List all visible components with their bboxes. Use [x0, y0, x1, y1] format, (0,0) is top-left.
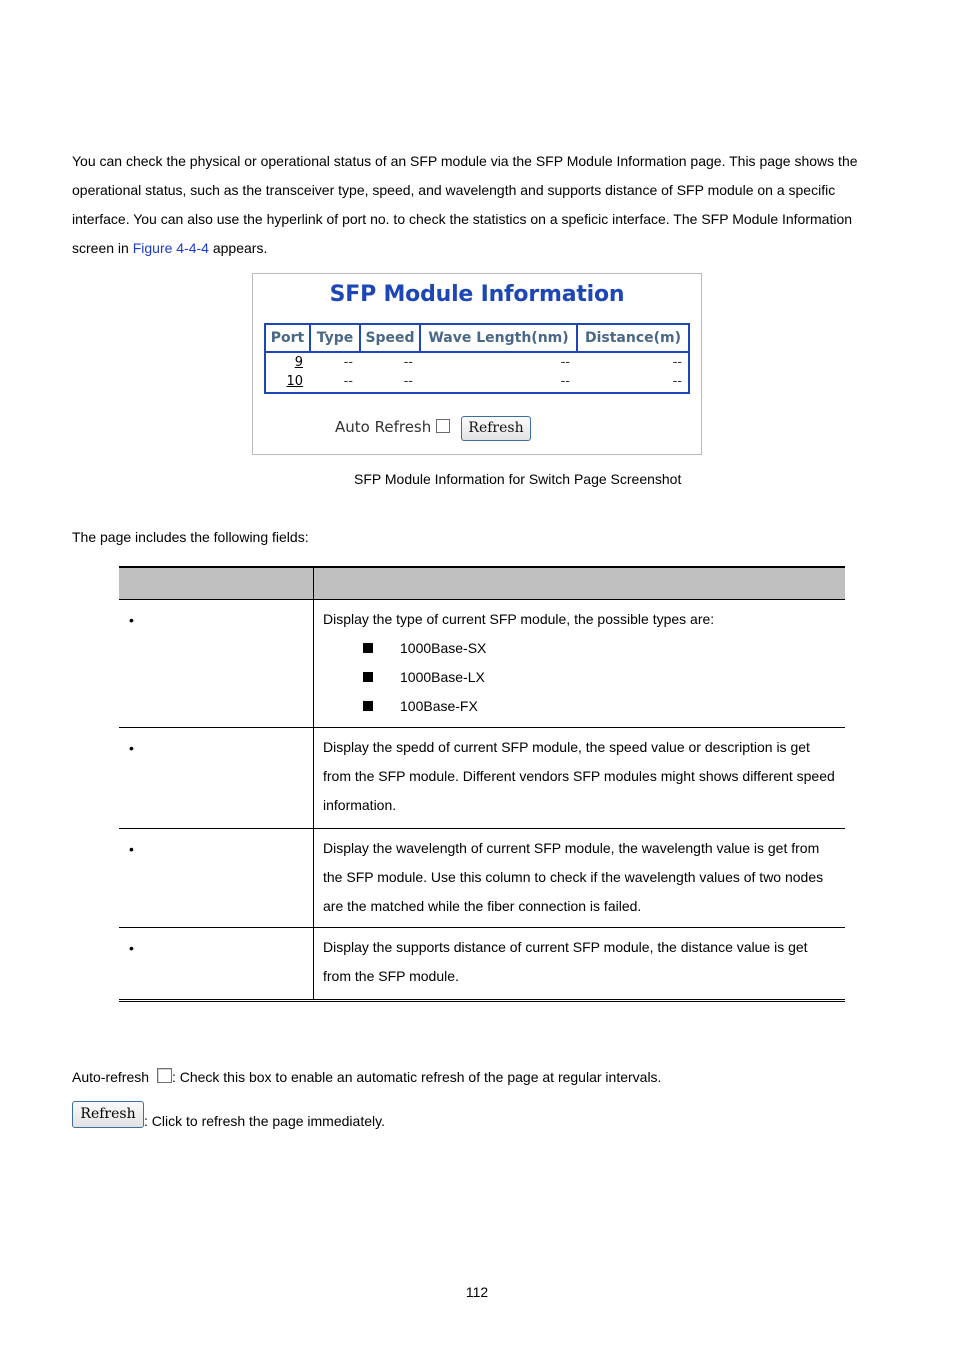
- sfp-title: SFP Module Information: [329, 282, 625, 307]
- auto-refresh-checkbox[interactable]: [436, 419, 450, 433]
- auto-refresh-help-label: Auto-refresh: [72, 1069, 150, 1085]
- table-row: [119, 728, 845, 829]
- table-row: [119, 829, 845, 928]
- table-row: [119, 600, 845, 728]
- list-item: [323, 663, 836, 692]
- wave-cell: --: [560, 374, 570, 389]
- type-cell: --: [343, 355, 353, 370]
- refresh-button[interactable]: Refresh: [461, 416, 531, 441]
- table-row: [266, 353, 688, 372]
- type-option: 100Base-FX: [400, 698, 478, 714]
- bullet: •: [129, 612, 134, 628]
- field-description: Display the spedd of current SFP module, the speed value or description is get from the SFP module. Different vendors SFP modules might shows different speed information.: [323, 739, 835, 813]
- type-cell: --: [343, 374, 353, 389]
- sfp-screenshot: [252, 273, 702, 455]
- figure-caption: SFP Module Information for Switch Page Screenshot: [354, 471, 682, 487]
- page-number: 112: [465, 1284, 489, 1300]
- speed-cell: --: [403, 374, 413, 389]
- refresh-help-button[interactable]: Refresh: [72, 1101, 144, 1128]
- refresh-help: [72, 1101, 385, 1128]
- speed-cell: --: [403, 355, 413, 370]
- bullet: •: [129, 841, 134, 857]
- intro-text: You can check the physical or operational status of an SFP module via the SFP Module Information page. This page shows the operational status, such as the transceiver type, speed, and wavelength and supports distance of SFP module on a specific interface. You can also use the hyperlink of port no. to check the statistics on a speficic interface. The SFP Module Information screen in: [72, 153, 858, 256]
- fields-intro: The page includes the following fields:: [72, 529, 309, 545]
- sfp-table-header: [266, 325, 688, 353]
- bullet: •: [129, 940, 134, 956]
- intro-text-end: appears.: [208, 240, 268, 256]
- sfp-table: [264, 323, 690, 394]
- type-option: 1000Base-LX: [400, 669, 485, 685]
- distance-cell: --: [672, 355, 682, 370]
- intro-paragraph: [72, 147, 892, 263]
- figure-link[interactable]: Figure 4-4-4: [132, 240, 209, 256]
- square-bullet-icon: [363, 643, 373, 653]
- auto-refresh-help-text: : Check this box to enable an automatic refresh of the page at regular intervals.: [171, 1069, 662, 1085]
- col-type: Type: [311, 325, 361, 351]
- list-item: [323, 692, 836, 721]
- field-description: Display the supports distance of current SFP module, the distance value is get from the SFP module.: [323, 939, 808, 984]
- checkbox-icon: [157, 1068, 172, 1083]
- auto-refresh-label: Auto Refresh: [335, 418, 432, 436]
- port-link-9[interactable]: 9: [294, 355, 303, 370]
- auto-refresh-help: [72, 1068, 661, 1085]
- col-speed: Speed: [361, 325, 421, 351]
- distance-cell: --: [672, 374, 682, 389]
- col-port: Port: [266, 325, 311, 351]
- port-link-10[interactable]: 10: [286, 374, 303, 389]
- bullet: •: [129, 740, 134, 756]
- field-description: Display the wavelength of current SFP module, the wavelength value is get from the SFP module. Use this column to check if the wavelength values of two nodes are the matched while the fiber connection is failed.: [323, 840, 824, 914]
- wave-cell: --: [560, 355, 570, 370]
- fields-table-header: [119, 568, 845, 600]
- square-bullet-icon: [363, 672, 373, 682]
- list-item: [323, 634, 836, 663]
- table-row: [119, 928, 845, 999]
- square-bullet-icon: [363, 701, 373, 711]
- table-row: [266, 372, 688, 391]
- col-wave-length: Wave Length(nm): [421, 325, 578, 351]
- refresh-help-text: : Click to refresh the page immediately.: [144, 1113, 385, 1130]
- col-distance: Distance(m): [584, 330, 682, 346]
- type-option: 1000Base-SX: [400, 640, 487, 656]
- fields-table: [119, 566, 845, 1002]
- field-description: Display the type of current SFP module, the possible types are:: [323, 611, 715, 627]
